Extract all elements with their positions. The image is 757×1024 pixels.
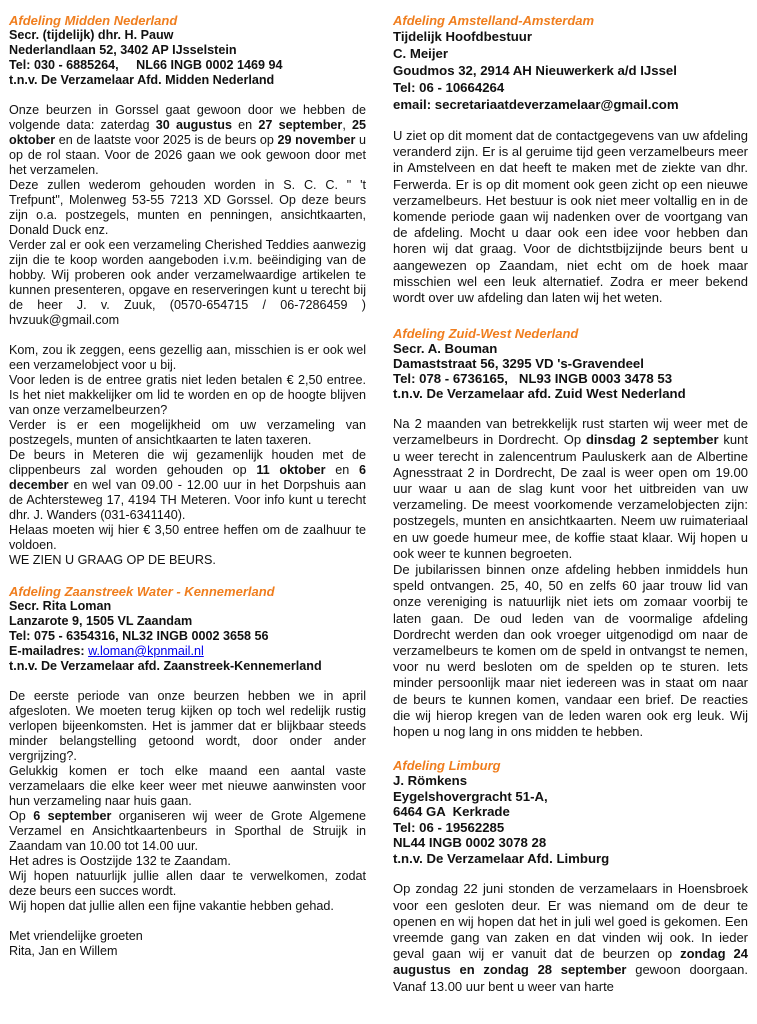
contact-line: NL44 INGB 0002 3078 28 <box>393 835 547 851</box>
email-link[interactable]: w.loman@kpnmail.nl <box>88 644 204 658</box>
closing-line: Rita, Jan en Willem <box>9 944 118 958</box>
paragraph: Deze zullen wederom gehouden worden in S. C. C. " 't Trefpunt", Molenweg 53-55 7213 XD Gorssel. Op deze beurs zijn o.a. postzegels, munten en penningen, ansichtkaarten, Donald Duck enz. <box>9 178 366 237</box>
contact-line: t.n.v. De Verzamelaar afd. Zuid West Nederland <box>393 386 686 402</box>
paragraph: WE ZIEN U GRAAG OP DE BEURS. <box>9 553 216 567</box>
contact-line: t.n.v. De Verzamelaar Afd. Midden Nederland <box>9 73 275 87</box>
contact-line: J. Römkens <box>393 773 468 789</box>
paragraph: Na 2 maanden van betrekkelijk rust starten wij weer met de verzamelbeurs in Dordrecht. Op dinsdag 2 september kunt u weer terecht in zalencentrum Pauluskerk aan de Albertine Agnesstraat 2 in Dordrecht, De zaal is weer open om 19.00 uur waar u aan de slag kunt voor het uitbreiden van uw verzameling. De meest voorkomende verzamelobjecten zijn: postzegels, munten en ansichtkaarten. Neem uw ruimateriaal en uw goede humeur mee, de koffie staat klaar. Wij hopen u ook weer te kunnen begroeten. <box>393 416 749 561</box>
contact-line: Tel: 06 - 10664264 <box>393 80 505 95</box>
contact-block <box>393 341 748 401</box>
closing-line: Met vriendelijke groeten <box>9 929 143 943</box>
paragraph: U ziet op dit moment dat de contactgegevens van uw afdeling veranderd zijn. Er is al geruime tijd geen verzamelbeurs meer in Amstelveen en dat heeft te maken met de ziekte van dhr. Ferwerda. Er is op dit moment ook geen zicht op een nieuwe verzamelbeurs. Het bestuur is ook niet meer voltallig en in de komende periode gaan wij nadenken over de voortgang van de afdeling. Mocht u daar ook een idee voor hebben dan horen wij dat graag. Voor de dichtstbijzijnde beurs bent u aangewezen op Zaandam, niet echt om de hoek maar misschien wel een leuk alternatief. Zodra er meer bekend wordt over uw afdeling dan laten wij het weten. <box>393 128 748 306</box>
section-title: Afdeling Zaanstreek Water - Kennemerland <box>9 584 275 599</box>
contact-line: Tel: 075 - 6354316, NL32 INGB 0002 3658 56 <box>9 629 269 643</box>
contact-line: t.n.v. De Verzamelaar afd. Zaanstreek-Kennemerland <box>9 659 322 673</box>
contact-line: Secr. (tijdelijk) dhr. H. Pauw <box>9 28 174 42</box>
section-title: Afdeling Limburg <box>393 758 501 774</box>
paragraph: Onze beurzen in Gorssel gaat gewoon door we hebben de volgende data: zaterdag 30 augustus en 27 september, 25 oktober en de laatste voor 2025 is de beurs op 29 november u op de rol staan. Voor de 2026 gaan we ook gewoon door met het verzamelen. <box>9 103 367 177</box>
section-body <box>393 416 748 740</box>
contact-block <box>393 773 748 866</box>
paragraph: Wij hopen natuurlijk jullie allen daar te verwelkomen, zodat deze beurs een succes wordt. <box>9 869 366 898</box>
contact-line: t.n.v. De Verzamelaar Afd. Limburg <box>393 850 610 866</box>
paragraph: Het adres is Oostzijde 132 te Zaandam. <box>9 854 231 868</box>
contact-line: 6464 GA Kerkrade <box>393 804 510 820</box>
contact-block <box>9 599 366 674</box>
paragraph: Verder zal er ook een verzameling Cherished Teddies aanwezig zijn die te koop worden aangeboden i.v.m. beëindiging van de hobby. Wij proberen ook ander verzamelwaardige artikelen te kunnen presenteren, opgave en reserveringen kunt u terecht bij de heer J. v. Zuuk, (0570-654715 / 06-7286459 ) hvzuuk@gmail.com <box>9 238 366 327</box>
contact-line: email: secretariaatdeverzamelaar@gmail.com <box>393 97 679 112</box>
paragraph: Op zondag 22 juni stonden de verzamelaars in Hoensbroek voor een gesloten deur. Er was niemand om de deur te openen en wij hopen dat het in juli wel goed is gekomen. Een vreemde gang van zaken en dat vinden wij ook. In ieder geval gaan wij er vanuit dat de beurzen op zondag 24 augustus en zondag 28 september gewoon doorgaan. Vanaf 13.00 uur bent u weer van harte <box>393 881 749 994</box>
contact-line: Secr. A. Bouman <box>393 341 498 357</box>
right-column <box>393 13 748 1011</box>
paragraph: Op 6 september organiseren wij weer de Grote Algemene Verzamel en Ansichtkaartenbeurs in Sporthal de Struijk in Zaandam van 10.00 tot 14.00 uur. <box>9 809 366 853</box>
section-zaanstreek <box>9 584 366 959</box>
contact-line: Eygelshovergracht 51-A, <box>393 788 548 804</box>
left-column <box>9 13 366 975</box>
paragraph: Kom, zou ik zeggen, eens gezellig aan, misschien is er ook wel een verzamelobject voor u bij. <box>9 343 366 372</box>
section-title: Afdeling Amstelland-Amsterdam <box>393 13 595 28</box>
section-amstelland <box>393 13 748 306</box>
contact-line: C. Meijer <box>393 46 448 61</box>
section-body <box>9 103 366 568</box>
contact-line: Lanzarote 9, 1505 VL Zaandam <box>9 614 193 628</box>
contact-line: Secr. Rita Loman <box>9 599 112 613</box>
section-body <box>393 128 748 306</box>
section-midden-nederland <box>9 13 366 568</box>
contact-line: Tel: 030 - 6885264, NL66 INGB 0002 1469 94 <box>9 58 283 72</box>
contact-line: Goudmos 32, 2914 AH Nieuwerkerk a/d IJssel <box>393 63 677 78</box>
section-body <box>393 881 748 994</box>
section-limburg <box>393 758 748 994</box>
paragraph: Voor leden is de entree gratis niet leden betalen € 2,50 entree. Is het niet makkelijker om lid te worden en op de hoogte blijven van onze verzamelbeurzen? <box>9 373 366 417</box>
email-label: E-mailadres: <box>9 644 89 658</box>
contact-block <box>9 28 366 88</box>
contact-line: Nederlandlaan 52, 3402 AP IJsselstein <box>9 43 237 57</box>
section-title: Afdeling Zuid-West Nederland <box>393 326 579 342</box>
paragraph: De jubilarissen binnen onze afdeling hebben inmiddels hun speld ontvangen. 25, 40, 50 en zelfs 60 jaar trouw lid van onze vereniging is natuurlijk niet iets om zomaar voorbij te laten gaan. De oud leden van de voormalige afdeling Dordrecht werden dan ook vroeger uitgenodigd om naar de verzamelbeurs te komen om de speld in ontvangst te nemen, voor nu werd besloten om de spelden op te sturen. Iets minder persoonlijk maar niet iedereen was in staat om naar de beurs te kunnen komen, vandaar een brief. De reacties die wij hierop kregen van de leden waren ook erg leuk. Wij hopen u nog lang in ons midden te hebben. <box>393 562 748 740</box>
section-title: Afdeling Midden Nederland <box>9 13 178 28</box>
paragraph: Verder is er een mogelijkheid om uw verzameling van postzegels, munten of ansichtkaarten te laten taxeren. <box>9 418 366 447</box>
paragraph: Wij hopen dat jullie allen een fijne vakantie hebben gehad. <box>9 899 334 913</box>
contact-line: Damaststraat 56, 3295 VD 's-Gravendeel <box>393 356 644 372</box>
contact-line <box>9 644 366 659</box>
contact-line: Tijdelijk Hoofdbestuur <box>393 29 532 44</box>
paragraph: De eerste periode van onze beurzen hebben we in april afgesloten. We moeten terug kijken op toch wel redelijk rustig verlopen bijeenkomsten. Het is jammer dat er blijkbaar steeds minder belangstelling getoond wordt, door onder ander vergrijzing?. <box>9 689 366 763</box>
section-body <box>9 689 366 959</box>
paragraph: De beurs in Meteren die wij gezamenlijk houden met de clippenbeurs zal worden gehouden op 11 oktober en 6 december en wel van 09.00 - 12.00 uur in het Dorpshuis aan de Achtersteweg 17, 4194 TH Meteren. Voor info kunt u terecht dhr. J. Wanders (031-6341140). <box>9 448 366 522</box>
contact-line: Tel: 06 - 19562285 <box>393 819 505 835</box>
section-zuid-west <box>393 326 748 740</box>
contact-line: Tel: 078 - 6736165, NL93 INGB 0003 3478 53 <box>393 371 673 387</box>
paragraph: Gelukkig komen er toch elke maand een aantal vaste verzamelaars die elke keer weer met nieuwe aanwinsten voor hun verzameling naar huis gaan. <box>9 764 366 808</box>
contact-block <box>393 28 748 113</box>
paragraph: Helaas moeten wij hier € 3,50 entree heffen om de zaalhuur te voldoen. <box>9 523 366 552</box>
